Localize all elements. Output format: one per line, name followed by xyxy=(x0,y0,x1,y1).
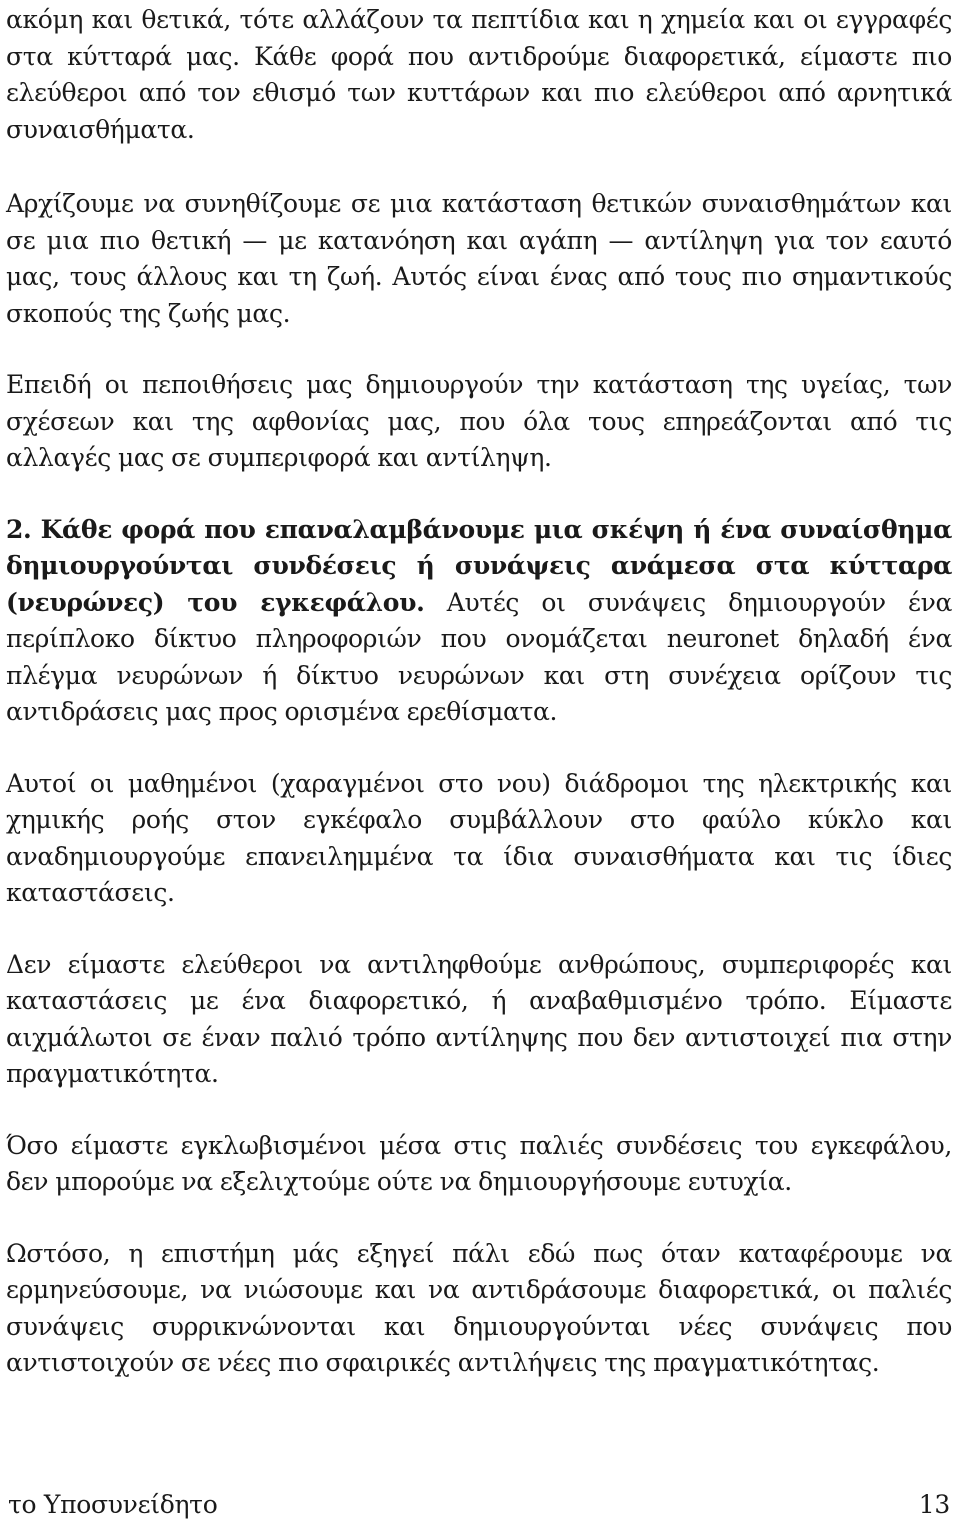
paragraph-1 xyxy=(6,2,952,148)
paragraph-3 xyxy=(6,367,952,477)
page-footer xyxy=(8,1490,950,1526)
page-body xyxy=(6,2,952,1417)
paragraph-2-text: Αρχίζουμε να συνηθίζουμε σε μια κατάσταση θετικών συναισθημάτων και σε μια πιο θετική — με κατανόηση και αγάπη — αντίληψη για τον εαυτό μας, τους άλλους και τη ζωή. Αυτός είναι ένας από τους πιο σημαντικούς σκοπούς της ζωής μας. xyxy=(6,189,952,328)
numbered-point-heading: 2. Κάθε φορά που επαναλαμβάνουμε μια σκέψη ή ένα συναίσθημα δημιουργούνται συνδέσεις ή συνάψεις ανάμεσα στα κύτταρα (νευρώνες) του εγκεφάλου. xyxy=(6,514,952,617)
paragraph-8-text: Ωστόσο, η επιστήμη μάς εξηγεί πάλι εδώ πως όταν καταφέρουμε να ερμηνεύσουμε, να νιώσουμε και να αντιδράσουμε διαφορετικά, οι παλιές συνάψεις συρρικνώνονται και δημιουργούνται νέες συνάψεις που αντιστοιχούν σε νέες πιο σφαιρικές αντιλήψεις της πραγματικότητας. xyxy=(6,1238,952,1377)
paragraph-8 xyxy=(6,1236,952,1382)
footer-book-title: το Υποσυνείδητο xyxy=(8,1490,218,1519)
paragraph-5-text: Αυτοί οι μαθημένοι (χαραγμένοι στο νου) διάδρομοι της ηλεκτρικής και χημικής ροής στον εγκέφαλο συμβάλλουν στο φαύλο κύκλο και αναδημιουργούμε επανειλημμένα τα ίδια συναισθήματα και τις ίδιες καταστάσεις. xyxy=(6,768,952,907)
page-number: 13 xyxy=(918,1490,950,1519)
paragraph-2 xyxy=(6,186,952,332)
paragraph-5 xyxy=(6,766,952,912)
paragraph-6 xyxy=(6,947,952,1093)
paragraph-7-text: Όσο είμαστε εγκλωβισμένοι μέσα στις παλιές συνδέσεις του εγκεφάλου, δεν μπορούμε να εξελιχτούμε ούτε να δημιουργήσουμε ευτυχία. xyxy=(6,1130,952,1196)
paragraph-6-text: Δεν είμαστε ελεύθεροι να αντιληφθούμε ανθρώπους, συμπεριφορές και καταστάσεις με ένα διαφορετικό, ή αναβαθμισμένο τρόπο. Είμαστε αιχμάλωτοι σε έναν παλιό τρόπο αντίληψης που δεν αντιστοιχεί πια στην πραγματικότητα. xyxy=(6,949,952,1088)
paragraph-4-numbered-point xyxy=(6,512,952,731)
paragraph-4-text: Αυτές οι συνάψεις δημιουργούν ένα περίπλοκο δίκτυο πληροφοριών που ονομάζεται neuronet δηλαδή ένα πλέγμα νευρώνων ή δίκτυο νευρώνων και στη συνέχεια ορίζουν τις αντιδράσεις μας προς ορισμένα ερεθίσματα. xyxy=(6,587,953,726)
paragraph-3-text: Επειδή οι πεποιθήσεις μας δημιουργούν την κατάσταση της υγείας, των σχέσεων και της αφθονίας μας, που όλα τους επηρεάζονται από τις αλλαγές μας σε συμπεριφορά και αντίληψη. xyxy=(6,370,952,472)
paragraph-7 xyxy=(6,1128,952,1201)
paragraph-1-text: ακόμη και θετικά, τότε αλλάζουν τα πεπτίδια και η χημεία και οι εγγραφές στα κύτταρά μας. Κάθε φορά που αντιδρούμε διαφορετικά, είμαστε πιο ελεύθεροι από τον εθισμό των κυττάρων και πιο ελεύθεροι από αρνητικά συναισθήματα. xyxy=(6,5,952,144)
